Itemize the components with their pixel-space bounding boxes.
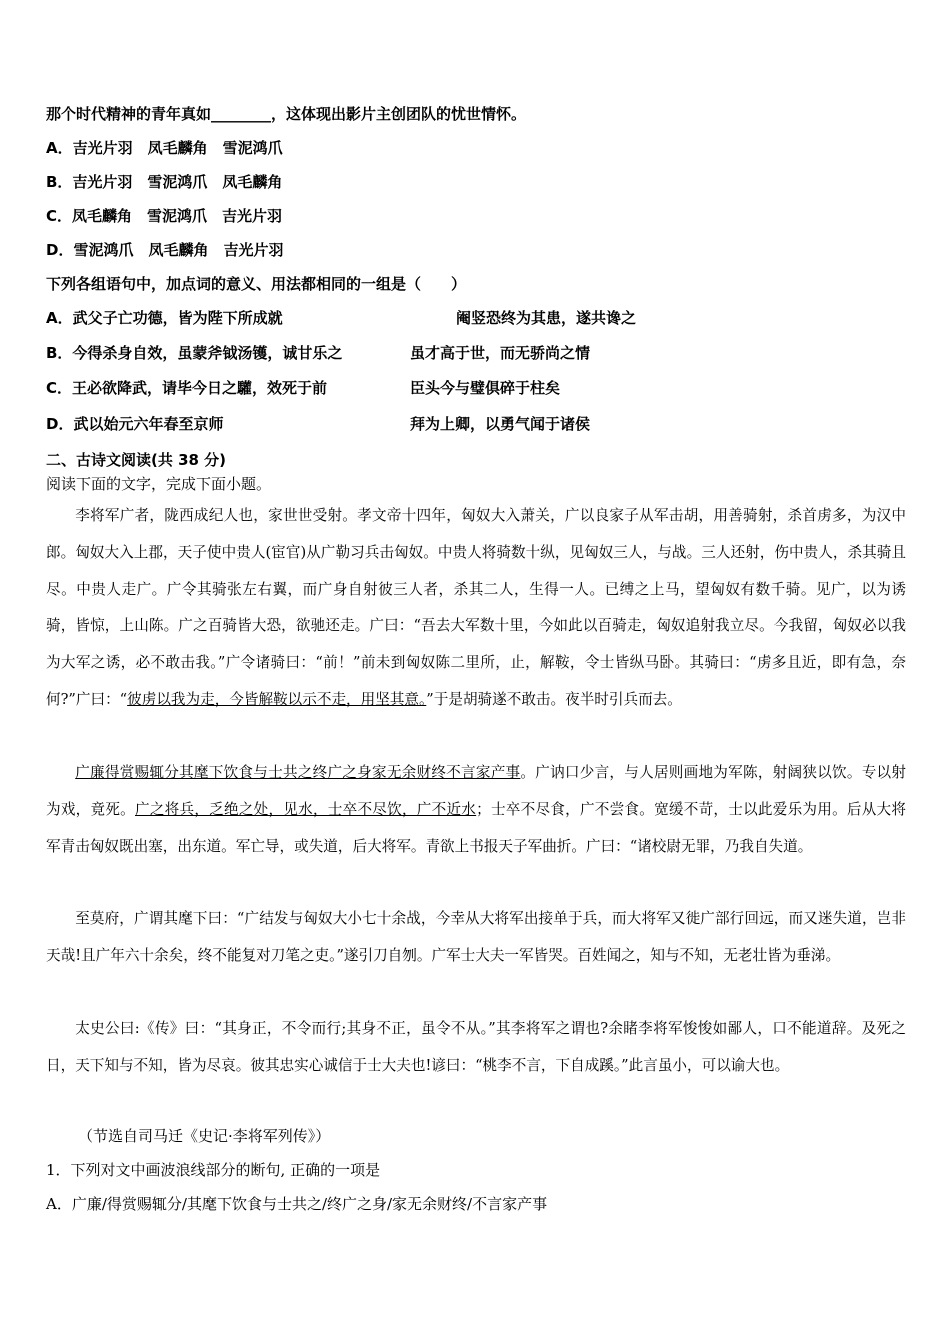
word-option-c-right: 臣头今与璧俱碎于柱矣 xyxy=(410,379,561,397)
passage-paragraph-3: 至莫府，广谓其麾下曰：“广结发与匈奴大小七十余战，今幸从大将军出接单于兵，而大将军又徙广部行回远，而又迷失道，岂非天哉!且广年六十余矣，终不能复对刀笔之吏。”遂引刀自刎。广军士大夫一军皆哭。百姓闻之，知与不知，无老壮皆为垂涕。 xyxy=(46,910,906,964)
word-option-a-right: 阉竖恐终为其患，遂共谗之 xyxy=(456,309,637,327)
passage-paragraph-4: 太史公曰:《传》曰：“其身正，不令而行;其身不正，虽令不从。”其李将军之谓也?余睹李将军悛悛如鄙人，口不能道辞。及死之日，天下知与不知，皆为尽哀。彼其忠实心诚信于士大夫也!谚曰：“桃李不言，下自成蹊。”此言虽小，可以谕大也。 xyxy=(46,1020,906,1074)
p2-text-a: 。广讷口少言，与人居则画地为军陈，射阔狭以饮。专以射为戏，竟死。 xyxy=(46,764,906,818)
p2-wavy-underlined: 广廉得赏赐辄分其麾下饮食与士共之终广之身家无余财终不言家产事 xyxy=(75,764,521,781)
passage-paragraph-2 xyxy=(46,755,906,865)
word-option-a-left: A．武父子亡功德，皆为陛下所成就 xyxy=(46,309,283,327)
question-1-stem: 1．下列对文中画波浪线部分的断句, 正确的一项是 xyxy=(46,1161,381,1179)
p1-text-b: ”于是胡骑遂不敢击。夜半时引兵而去。 xyxy=(426,690,682,708)
section-heading: 二、古诗文阅读(共 38 分) xyxy=(46,451,227,469)
prev-option-b: B．吉光片羽 雪泥鸿爪 凤毛麟角 xyxy=(46,173,283,191)
word-option-d-right: 拜为上卿，以勇气闻于诸侯 xyxy=(410,415,591,433)
prev-stem-before: 那个时代精神的青年真如 xyxy=(46,105,212,123)
p2-text-b: ；士卒不尽食，广不尝食。宽缓不苛，士以此爱乐为用。后从大将军青击匈奴既出塞，出东道。军亡导，或失道，后大将军。青欲上书报天子军曲折。广曰：“诸校尉无罪，乃我自失道。 xyxy=(46,800,906,855)
prev-option-c: C．凤毛麟角 雪泥鸿爪 吉光片羽 xyxy=(46,207,283,225)
prev-stem-after: ，这体现出影片主创团队的忧世情怀。 xyxy=(271,105,527,123)
word-question-stem: 下列各组语句中，加点词的意义、用法都相同的一组是（ ） xyxy=(46,275,467,293)
section-instruction: 阅读下面的文字，完成下面小题。 xyxy=(46,475,272,493)
p1-text-a: 李将军广者，陇西成纪人也，家世世受射。孝文帝十四年，匈奴大入萧关，广以良家子从军击胡，用善骑射，杀首虏多，为汉中郎。匈奴大入上郡，天子使中贵人(宦官)从广勒习兵击匈奴。中贵人将骑数十纵，见匈奴三人，与战。三人还射，伤中贵人，杀其骑且尽。中贵人走广。广令其骑张左右翼，而广身自射彼三人者，杀其二人，生得一人。已缚之上马，望匈奴有数千骑。见广，以为诱骑，皆惊，上山陈。广之百骑皆大恐，欲驰还走。广曰：“吾去大军数十里，今如此以百骑走，匈奴追射我立尽。今我留，匈奴必以我为大军之诱，必不敢击我。”广令诸骑曰：“前！”前未到匈奴陈二里所，止，解鞍，令士皆纵马卧。其骑曰：“虏多且近，即有急，奈何?”广曰：“ xyxy=(46,507,906,708)
passage-paragraph-1 xyxy=(46,498,906,719)
word-option-b-right: 虽才高于世，而无骄尚之情 xyxy=(410,344,591,362)
prev-question-stem xyxy=(46,103,526,124)
word-option-b-left: B．今得杀身自效，虽蒙斧钺汤镬，诚甘乐之 xyxy=(46,344,343,362)
question-1-option-a: A．广廉/得赏赐辄分/其麾下饮食与士共之/终广之身/家无余财终/不言家产事 xyxy=(46,1195,548,1213)
word-option-b xyxy=(46,342,906,363)
word-option-d-left: D．武以始元六年春至京师 xyxy=(46,415,224,433)
prev-option-d: D．雪泥鸿爪 凤毛麟角 吉光片羽 xyxy=(46,241,284,259)
passage-source: （节选自司马迁《史记·李将军列传》） xyxy=(78,1127,331,1145)
word-option-a xyxy=(46,307,906,328)
word-option-d xyxy=(46,413,906,434)
p1-underlined: 彼虏以我为走，今皆解鞍以示不走，用坚其意。 xyxy=(127,690,427,708)
prev-option-a: A．吉光片羽 凤毛麟角 雪泥鸿爪 xyxy=(46,139,283,157)
word-option-c xyxy=(46,377,906,398)
p2-underlined: 广之将兵，乏绝之处，见水，士卒不尽饮，广不近水 xyxy=(135,800,477,818)
prev-stem-blank: ________ xyxy=(211,105,272,123)
word-option-c-left: C．王必欲降武，请毕今日之驩，效死于前 xyxy=(46,379,328,397)
